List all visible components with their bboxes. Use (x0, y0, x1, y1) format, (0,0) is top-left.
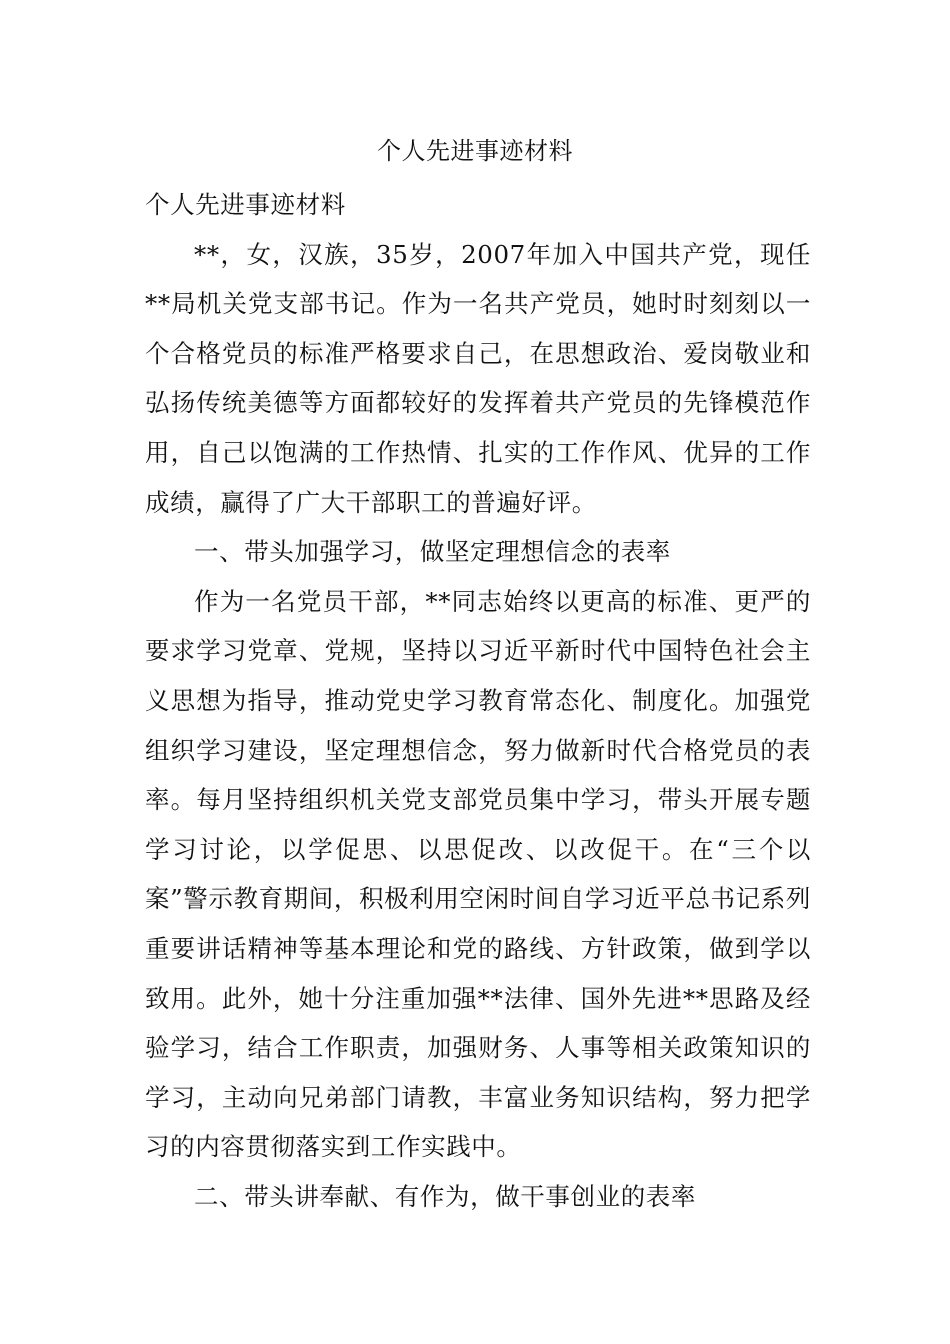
paragraph-section-1: 作为一名党员干部，**同志始终以更高的标准、更严的要求学习党章、党规，坚持以习近平新时代中国特色社会主义思想为指导，推动党史学习教育常态化、制度化。加强党组织学习建设，坚定理想信念，努力做新时代合格党员的表率。每月坚持组织机关党支部党员集中学习，带头开展专题学习讨论，以学促思、以思促改、以改促干。在“三个以案”警示教育期间，积极利用空闲时间自学习近平总书记系列重要讲话精神等基本理论和党的路线、方针政策，做到学以致用。此外，她十分注重加强**法律、国外先进**思路及经验学习，结合工作职责，加强财务、人事等相关政策知识的学习，主动向兄弟部门请教，丰富业务知识结构，努力把学习的内容贯彻落实到工作实践中。 (145, 586, 811, 1162)
document-body (145, 180, 811, 1221)
document-subtitle: 个人先进事迹材料 (145, 190, 346, 219)
section-heading-2: 二、带头讲奉献、有作为，做干事创业的表率 (194, 1181, 696, 1211)
document-title: 个人先进事迹材料 (377, 137, 573, 165)
paragraph-intro: **，女，汉族，35岁，2007年加入中国共产党，现任**局机关党支部书记。作为一名共产党员，她时时刻刻以一个合格党员的标准严格要求自己，在思想政治、爱岗敬业和弘扬传统美德等方面都较好的发挥着共产党员的先锋模范作用，自己以饱满的工作热情、扎实的工作作风、优异的工作成绩，赢得了广大干部职工的普遍好评。 (145, 239, 811, 517)
section-heading-1: 一、带头加强学习，做坚定理想信念的表率 (194, 537, 671, 567)
